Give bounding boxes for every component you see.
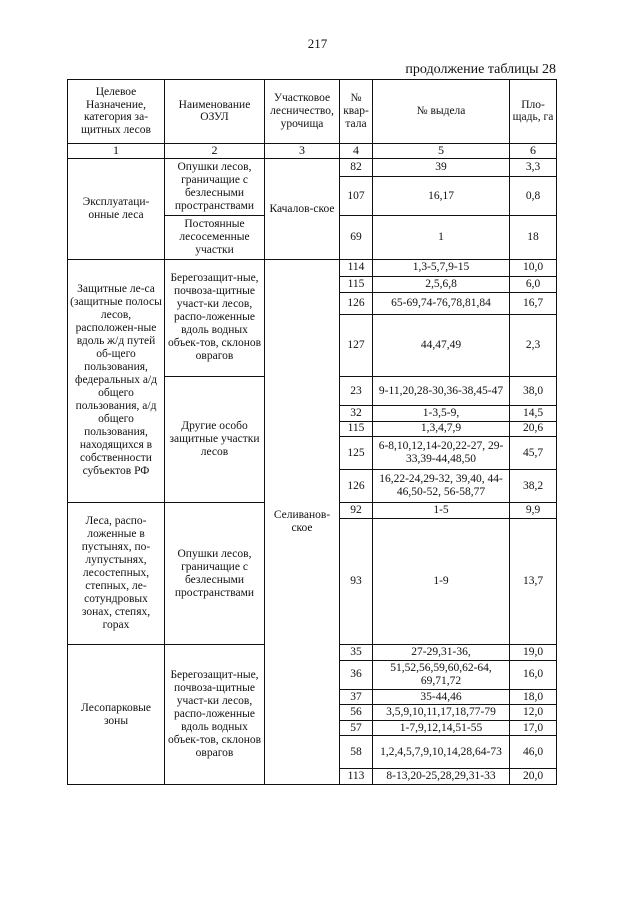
table-row (68, 159, 557, 177)
allotment-cell: 44,47,49 (373, 315, 510, 377)
allotment-cell: 1 (373, 216, 510, 259)
area-cell: 46,0 (510, 736, 557, 769)
header-area: Пло-щадь, га (510, 80, 557, 144)
allotment-cell: 6-8,10,12,14-20,22-27, 29-33,39-44,48,50 (373, 437, 510, 470)
ozul-cell: Опушки лесов, граничащие с безлесными пространствами (165, 503, 265, 645)
allotment-cell: 39 (373, 159, 510, 177)
allotment-cell: 51,52,56,59,60,62-64, 69,71,72 (373, 660, 510, 689)
area-cell: 10,0 (510, 259, 557, 277)
quarter-cell: 57 (340, 720, 373, 735)
page-number: 217 (307, 36, 328, 51)
area-cell: 20,6 (510, 421, 557, 436)
ozul-cell: Берегозащит-ные, почвоза-щитные участ-ки лесов, распо-ложенные вдоль водных объек-тов, склонов оврагов (165, 259, 265, 377)
forestry-cell: Качалов-ское (265, 159, 340, 259)
allotment-cell: 65-69,74-76,78,81,84 (373, 292, 510, 315)
quarter-cell: 56 (340, 705, 373, 720)
allotment-cell: 8-13,20-25,28,29,31-33 (373, 769, 510, 785)
allotment-cell: 2,5,6,8 (373, 277, 510, 292)
col-number-3: 3 (265, 143, 340, 158)
area-cell: 2,3 (510, 315, 557, 377)
area-cell: 19,0 (510, 645, 557, 660)
quarter-cell: 69 (340, 216, 373, 259)
col-number-6: 6 (510, 143, 557, 158)
area-cell: 13,7 (510, 518, 557, 645)
area-cell: 45,7 (510, 437, 557, 470)
header-quarter: № квар-тала (340, 80, 373, 144)
allotment-cell: 35-44,46 (373, 689, 510, 704)
quarter-cell: 92 (340, 503, 373, 518)
allotment-cell: 1,2,4,5,7,9,10,14,28,64-73 (373, 736, 510, 769)
quarter-cell: 125 (340, 437, 373, 470)
allotment-cell: 16,22-24,29-32, 39,40, 44-46,50-52, 56-58,77 (373, 470, 510, 503)
area-cell: 6,0 (510, 277, 557, 292)
ozul-cell: Берегозащит-ные, почвоза-щитные участ-ки лесов, распо-ложенные вдоль водных объек-тов, склонов оврагов (165, 645, 265, 785)
area-cell: 38,2 (510, 470, 557, 503)
table-caption: продолжение таблицы 28 (405, 62, 556, 77)
ozul-cell: Опушки лесов, граничащие с безлесными пространствами (165, 159, 265, 216)
quarter-cell: 115 (340, 277, 373, 292)
allotment-cell: 1-3,5-9, (373, 406, 510, 421)
area-cell: 38,0 (510, 377, 557, 406)
header-ozul: Наименование ОЗУЛ (165, 80, 265, 144)
col-number-4: 4 (340, 143, 373, 158)
quarter-cell: 23 (340, 377, 373, 406)
quarter-cell: 107 (340, 177, 373, 216)
quarter-cell: 58 (340, 736, 373, 769)
header-forestry: Участковое лесничество, урочища (265, 80, 340, 144)
allotment-cell: 1,3,4,7,9 (373, 421, 510, 436)
quarter-cell: 126 (340, 470, 373, 503)
allotment-cell: 1,3-5,7,9-15 (373, 259, 510, 277)
allotment-cell: 9-11,20,28-30,36-38,45-47 (373, 377, 510, 406)
area-cell: 18 (510, 216, 557, 259)
quarter-cell: 127 (340, 315, 373, 377)
table-row (68, 259, 557, 277)
quarter-cell: 93 (340, 518, 373, 645)
area-cell: 3,3 (510, 159, 557, 177)
quarter-cell: 82 (340, 159, 373, 177)
category-cell: Защитные ле-са (защитные полосы лесов, расположен-ные вдоль ж/д путей об-щего пользования, федеральных а/д общего пользования, а/д общего пользования, находящихся в собственности субъектов РФ (68, 259, 165, 503)
quarter-cell: 37 (340, 689, 373, 704)
area-cell: 12,0 (510, 705, 557, 720)
header-category: Целевое Назначение, категория за-щитных лесов (68, 80, 165, 144)
forestry-cell: Селиванов-ское (265, 259, 340, 784)
quarter-cell: 113 (340, 769, 373, 785)
allotment-cell: 1-9 (373, 518, 510, 645)
allotment-cell: 3,5,9,10,11,17,18,77-79 (373, 705, 510, 720)
quarter-cell: 115 (340, 421, 373, 436)
category-cell: Эксплуатаци-онные леса (68, 159, 165, 259)
col-number-1: 1 (68, 143, 165, 158)
header-allotment: № выдела (373, 80, 510, 144)
col-number-2: 2 (165, 143, 265, 158)
ozul-cell: Другие особо защитные участки лесов (165, 377, 265, 503)
allotment-cell: 1-7,9,12,14,51-55 (373, 720, 510, 735)
ozul-cell: Постоянные лесосеменные участки (165, 216, 265, 259)
quarter-cell: 114 (340, 259, 373, 277)
col-number-5: 5 (373, 143, 510, 158)
area-cell: 16,0 (510, 660, 557, 689)
category-cell: Лесопарковые зоны (68, 645, 165, 785)
area-cell: 18,0 (510, 689, 557, 704)
area-cell: 0,8 (510, 177, 557, 216)
area-cell: 9,9 (510, 503, 557, 518)
area-cell: 20,0 (510, 769, 557, 785)
quarter-cell: 36 (340, 660, 373, 689)
category-cell: Леса, распо-ложенные в пустынях, по-лупустынях, лесостепных, степных, ле-сотундровых зонах, степях, горах (68, 503, 165, 645)
area-cell: 14,5 (510, 406, 557, 421)
allotment-cell: 16,17 (373, 177, 510, 216)
allotment-cell: 1-5 (373, 503, 510, 518)
allotment-cell: 27-29,31-36, (373, 645, 510, 660)
quarter-cell: 32 (340, 406, 373, 421)
quarter-cell: 35 (340, 645, 373, 660)
area-cell: 16,7 (510, 292, 557, 315)
forest-table (67, 79, 557, 785)
area-cell: 17,0 (510, 720, 557, 735)
quarter-cell: 126 (340, 292, 373, 315)
